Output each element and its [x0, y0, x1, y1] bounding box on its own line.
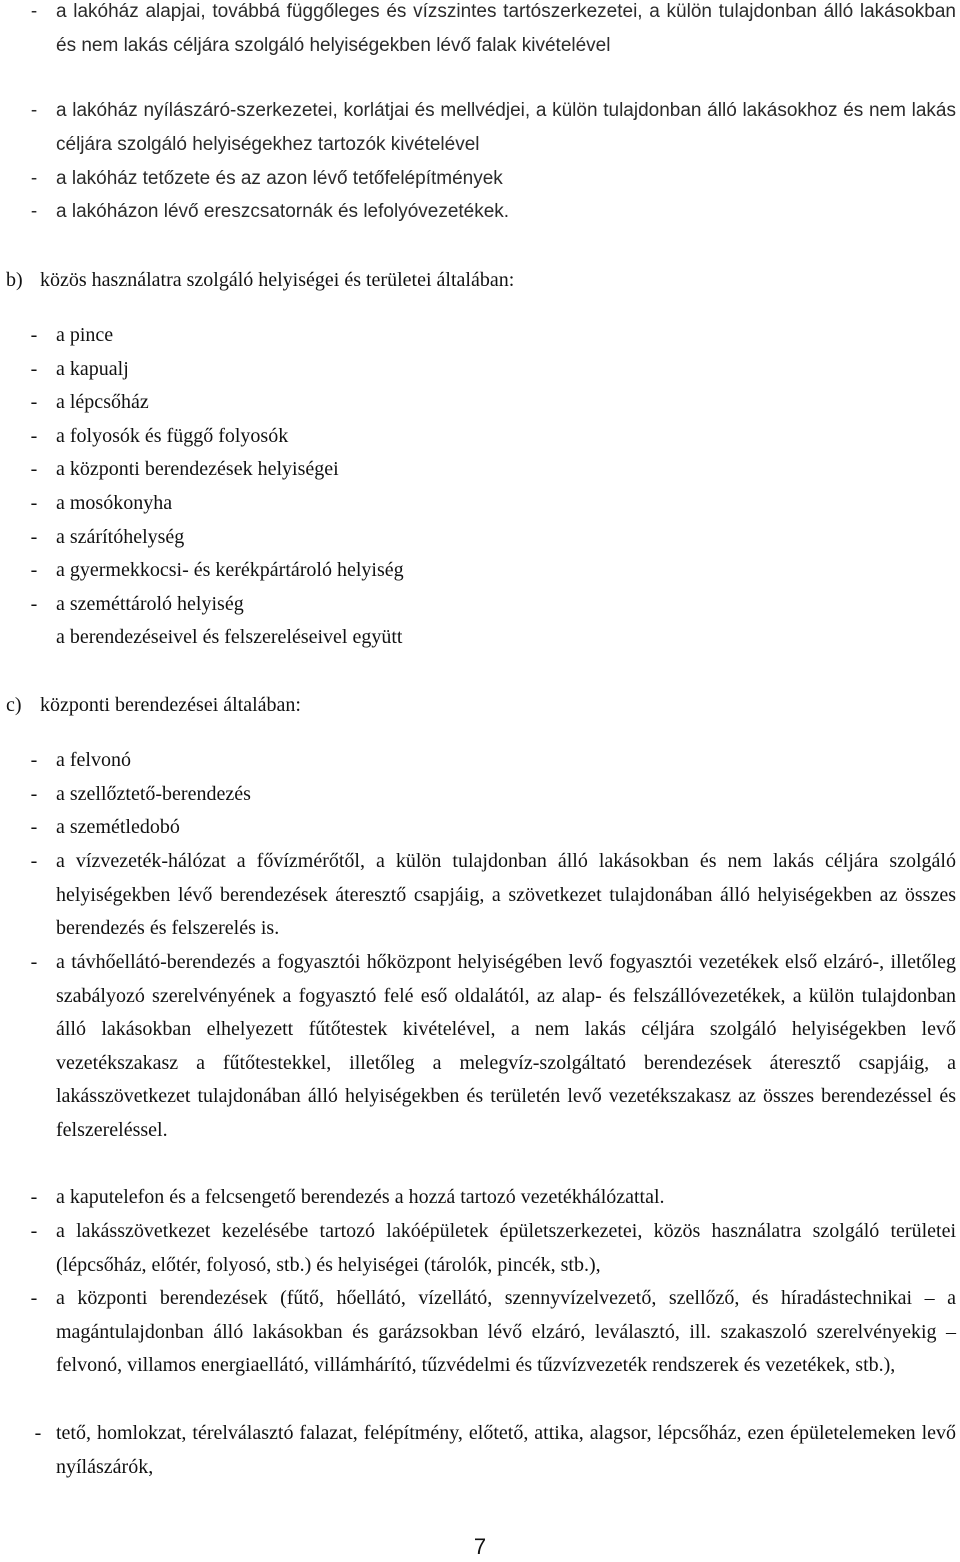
list-item-text: a központi berendezések (fűtő, hőellátó, vízellátó, szennyvízelvezető, szellőző, és híradástechnikai – a magántulajdonban álló lakásokban és garázsokban lévő elzáró, leválasztó, ill. szakaszoló szerelvényekig – felvonó, villamos energiaellátó, villámhárító, tűzvédelmi és tűzvízvezeték rendszerek és vezetékek, stb.), [56, 1287, 956, 1377]
list-item-text: a gyermekkocsi- és kerékpártároló helyiség [56, 559, 404, 581]
list-tail-text: a berendezéseivel és felszereléseivel együtt [56, 626, 403, 648]
list-dash: - [30, 593, 38, 615]
list-dash: - [30, 100, 38, 121]
list-item-text: tető, homlokzat, térelválasztó falazat, felépítmény, előtető, attika, alagsor, lépcsőház, ezen épületelemeken levő nyílászárók, [56, 1422, 956, 1478]
list-item-text: a lakásszövetkezet kezelésébe tartozó lakóépületek épületszerkezetei, közös használatra szolgáló területei (lépcsőház, előtér, folyosó, stb.) és helyiségei (tárolók, pincék, stb.), [56, 1220, 956, 1276]
list-dash: - [30, 526, 38, 548]
list-item-text: a távhőellátó-berendezés a fogyasztói hőközpont helyiségében levő fogyasztói vezetékek első elzáró-, illetőleg szabályozó szerelvényének a fogyasztó felé eső oldalától, az alap- és felszállóvezetékek, a külön tulajdonban álló lakásokban elhelyezett fűtőtestek kivételével, a nem lakás céljára szolgáló helyiségekben levő vezetékszakasz a fűtőtestekkel, illetőleg a melegvíz-szolgáltató berendezések áteresztő csapjáig, a lakásszövetkezet tulajdonában álló helyiségekben és területén levő vezetékszakasz az összes berendezéssel és felszereléssel. [56, 951, 956, 1141]
list-item-text: a folyosók és függő folyosók [56, 425, 289, 447]
list-dash: - [30, 201, 38, 222]
list-dash: - [30, 816, 38, 838]
list-dash: - [30, 951, 38, 973]
list-item-text: a felvonó [56, 749, 131, 771]
section-label: c) [6, 694, 22, 716]
list-item-text: a pince [56, 324, 114, 346]
section-heading-text: közös használatra szolgáló helyiségei és területei általában: [40, 269, 515, 291]
list-dash: - [34, 1422, 42, 1444]
list-item-text: a lépcsőház [56, 391, 149, 413]
list-dash: - [30, 358, 38, 380]
list-dash: - [30, 850, 38, 872]
section-heading-text: központi berendezései általában: [40, 694, 301, 716]
list-dash: - [30, 1287, 38, 1309]
list-item-text: a lakóház nyílászáró-szerkezetei, korlátjai és mellvédjei, a külön tulajdonban álló lakásokhoz és nem lakás céljára szolgáló helyiségekhez tartozók kivételével [56, 100, 956, 155]
list-item-text: a szellőztető-berendezés [56, 783, 251, 805]
list-item-text: a szemétledobó [56, 816, 180, 838]
list-item-text: a lakóház alapjai, továbbá függőleges és vízszintes tartószerkezetei, a külön tulajdonban álló lakásokban és nem lakás céljára szolgáló helyiségekben lévő falak kivételével [56, 1, 956, 56]
list-dash: - [30, 168, 38, 189]
list-item-text: a szárítóhelység [56, 526, 185, 548]
list-item-text: a szeméttároló helyiség [56, 593, 244, 615]
list-dash: - [30, 425, 38, 447]
list-item-text: a központi berendezések helyiségei [56, 458, 339, 480]
list-dash: - [30, 391, 38, 413]
list-item-text: a lakóházon lévő ereszcsatornák és lefolyóvezetékek. [56, 201, 510, 222]
list-dash: - [30, 1220, 38, 1242]
page-number: 7 [473, 1534, 487, 1559]
section-c-heading [6, 689, 946, 723]
list-dash: - [30, 1, 38, 22]
list-dash: - [30, 783, 38, 805]
list-dash: - [30, 559, 38, 581]
list-dash: - [30, 1186, 38, 1208]
list-item-text: a vízvezeték-hálózat a fővízmérőtől, a külön tulajdonban álló lakásokban és nem lakás céljára szolgáló helyiségekben lévő berendezések áteresztő csapjáig, a szövetkezet tulajdonában álló helyiségekben az összes berendezés és felszerelés is. [56, 850, 956, 940]
list-item-text: a lakóház tetőzete és az azon lévő tetőfelépítmények [56, 168, 503, 189]
list-dash: - [30, 324, 38, 346]
list-dash: - [30, 458, 38, 480]
section-label: b) [6, 269, 23, 291]
section-b-heading [6, 264, 946, 298]
list-dash: - [30, 492, 38, 514]
list-item-text: a kapualj [56, 358, 129, 380]
list-item-text: a mosókonyha [56, 492, 173, 514]
list-item-text: a kaputelefon és a felcsengető berendezés a hozzá tartozó vezetékhálózattal. [56, 1186, 665, 1208]
list-dash: - [30, 749, 38, 771]
